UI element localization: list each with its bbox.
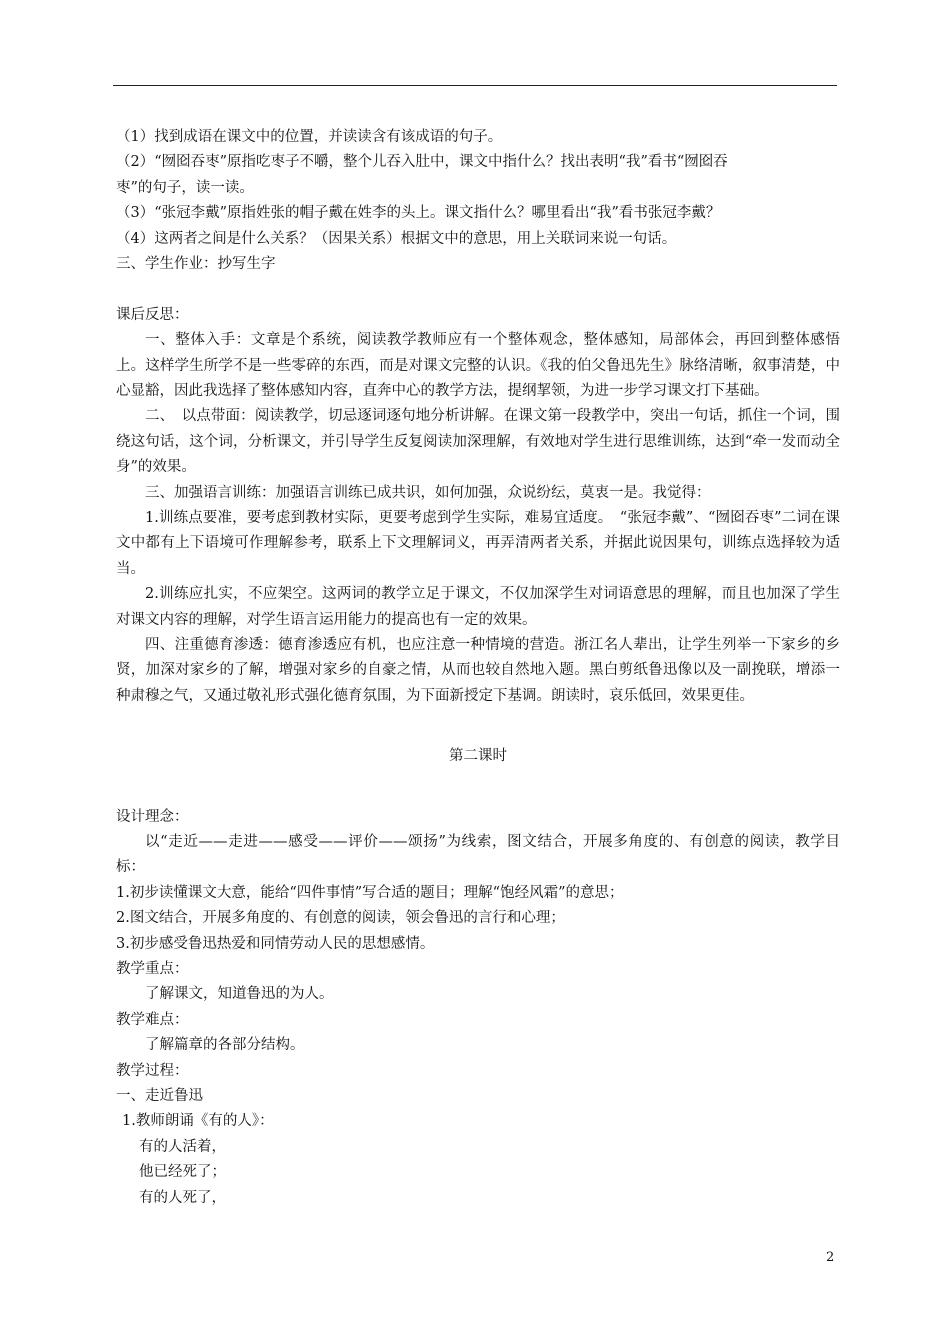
key-heading: 教学重点： — [116, 960, 189, 977]
poem-line-3: 有的人死了， — [139, 1189, 226, 1206]
reflection-para-6: 四、注重德育渗透：德育渗透应有机，也应注意一种情境的营造。浙江名人辈出，让学生列举一下家乡的乡贤，加深对家乡的了解，增强对家乡的自豪之情，从而也较自然地入题。黑白剪纸鲁迅像以及一副挽联，增添一种肃穆之气，又通过敬礼形式强化德育氛围，为下面新授定下基调。朗读时，哀乐低回，效果更佳。 — [116, 637, 840, 704]
question-1: （1）找到成语在课文中的位置，并读读含有该成语的句子。 — [116, 129, 503, 145]
step-1: 一、走近鲁迅 — [116, 1087, 203, 1104]
reflection-para-1: 一、整体入手：文章是个系统，阅读教学教师应有一个整体观念，整体感知，局部体会，再回到整体感悟上。这样学生所学不是一些零碎的东西，而是对课文完整的认识。《我的伯父鲁迅先生》脉络清晰，叙事清楚，中心显豁，因此我选择了整体感知内容，直奔中心的教学方法，提纲挈领，为进一步学习课文打下基础。 — [116, 332, 840, 399]
reflection-para-4: 1.训练点要准，要考虑到教材实际，更要考虑到学生实际，难易宜适度。 “张冠李戴”、“囫囵吞枣”二词在课文中都有上下语境可作理解参考，联系上下文理解词义，再弄清两者关系，并据此说因果句，训练点选择较为适当。 — [116, 509, 840, 577]
goal-1: 1.初步读懂课文大意，能给“四件事情”写合适的题目；理解“饱经风霜”的意思； — [116, 884, 624, 901]
reflection-para-3: 三、加强语言训练：加强语言训练已成共识，如何加强，众说纷纭，莫衷一是。我觉得： — [145, 484, 711, 501]
question-2-cont: 枣”的句子，读一读。 — [116, 179, 254, 196]
lesson-title: 第二课时 — [449, 748, 507, 765]
step-1-item: 1.教师朗诵《有的人》： — [122, 1113, 274, 1130]
header-rule — [113, 85, 837, 86]
goal-3: 3.初步感受鲁迅热爱和同情劳动人民的思想感情。 — [116, 935, 435, 952]
homework-line: 三、学生作业：抄写生字 — [116, 255, 276, 272]
question-4: （4）这两者之间是什么关系？（因果关系）根据文中的意思，用上关联词来说一句话。 — [116, 230, 677, 247]
difficulty-text: 了解篇章的各部分结构。 — [145, 1037, 305, 1054]
poem-line-1: 有的人活着， — [139, 1138, 226, 1155]
reflection-para-2: 二、 以点带面：阅读教学，切忌逐词逐句地分析讲解。在课文第一段教学中，突出一句话，抓住一个词，围绕这句话，这个词，分析课文，并引导学生反复阅读加深理解，有效地对学生进行思维训练，达到“牵一发而动全身”的效果。 — [116, 408, 840, 476]
reflection-para-5: 2.训练应扎实，不应架空。这两词的教学立足于课文，不仅加深学生对词语意思的理解，而且也加深了学生对课文内容的理解，对学生语言运用能力的提高也有一定的效果。 — [116, 586, 840, 628]
process-heading: 教学过程： — [116, 1062, 189, 1079]
page-number: 2 — [826, 1250, 835, 1265]
design-heading: 设计理念： — [116, 808, 189, 825]
question-2: （2）“囫囵吞枣”原指吃枣子不嚼，整个儿吞入肚中，课文中指什么？找出表明“我”看书“囫囵吞 — [116, 154, 728, 171]
document-body — [116, 125, 840, 1211]
design-text: 以“走近——走进——感受——评价——颂扬”为线索，图文结合，开展多角度的、有创意的阅读，教学目标： — [116, 834, 840, 876]
key-text: 了解课文，知道鲁迅的为人。 — [145, 986, 334, 1003]
question-3: （3）“张冠李戴”原指姓张的帽子戴在姓李的头上。课文指什么？哪里看出“我”看书张冠李戴？ — [116, 205, 721, 222]
poem-line-2: 他已经死了； — [139, 1164, 226, 1181]
goal-2: 2.图文结合，开展多角度的、有创意的阅读，领会鲁迅的言行和心理； — [116, 910, 565, 927]
difficulty-heading: 教学难点： — [116, 1011, 189, 1028]
reflection-heading: 课后反思： — [116, 306, 189, 323]
